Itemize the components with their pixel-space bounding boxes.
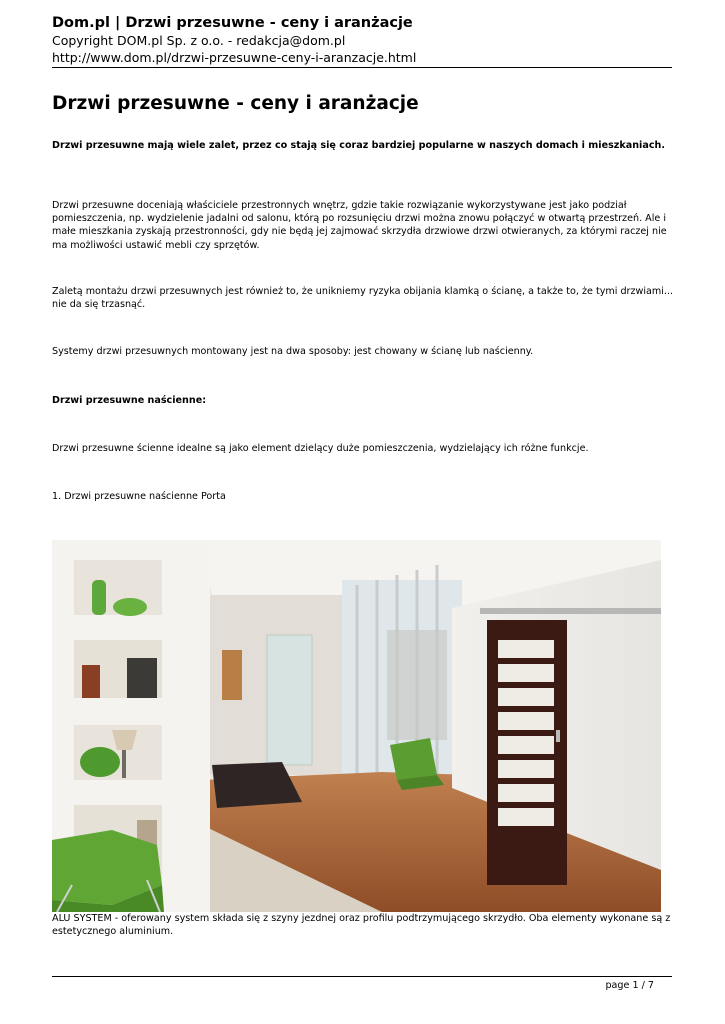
copyright-line: Copyright DOM.pl Sp. z o.o. - redakcja@dom.pl — [52, 33, 346, 48]
source-url: http://www.dom.pl/drzwi-przesuwne-ceny-i-aranzacje.html — [52, 50, 417, 65]
article-lead: Drzwi przesuwne mają wiele zalet, przez co stają się coraz bardziej popularne w naszych domach i mieszkaniach. — [52, 140, 665, 151]
site-title: Dom.pl | Drzwi przesuwne - ceny i aranżacje — [52, 15, 413, 31]
image-caption: ALU SYSTEM - oferowany system składa się z szyny jezdnej oraz profilu podtrzymującego skrzydło. Oba elementy wykonane są z estetycznego aluminium. — [52, 913, 671, 938]
paragraph-1: Drzwi przesuwne doceniają właściciele przestronnych wnętrz, gdzie takie rozwiązanie wykorzystywane jest jako podział pomieszczenia, np. wydzielenie jadalni od salonu, którą po rozsunięciu drzwi można znowu połączyć w otwartą przestrzeń. Ale i małe mieszkania zyskają przestronności, gdy nie będą jej zajmować skrzydła drzwiowe drzwi otwieranych, za którymi raczej nie ma możliwości ustawić mebli czy sprzętów. — [52, 200, 667, 251]
article-title: Drzwi przesuwne - ceny i aranżacje — [52, 93, 419, 114]
paragraph-4: Drzwi przesuwne ścienne idealne są jako element dzielący duże pomieszczenia, wydzielający ich różne funkcje. — [52, 443, 589, 454]
list-item-1: 1. Drzwi przesuwne naścienne Porta — [52, 491, 226, 502]
header-divider — [52, 67, 672, 68]
paragraph-3: Systemy drzwi przesuwnych montowany jest na dwa sposoby: jest chowany w ścianę lub naścienny. — [52, 346, 534, 357]
page-number: page 1 / 7 — [605, 980, 654, 991]
footer-divider — [52, 976, 672, 977]
paragraph-2: Zaletą montażu drzwi przesuwnych jest również to, że unikniemy ryzyka obijania klamką o ścianę, a także to, że tymi drzwiami... nie da się trzasnąć. — [52, 286, 674, 311]
section-subheading: Drzwi przesuwne naścienne: — [52, 395, 207, 406]
interior-photo — [52, 540, 661, 912]
document-header — [52, 14, 672, 66]
